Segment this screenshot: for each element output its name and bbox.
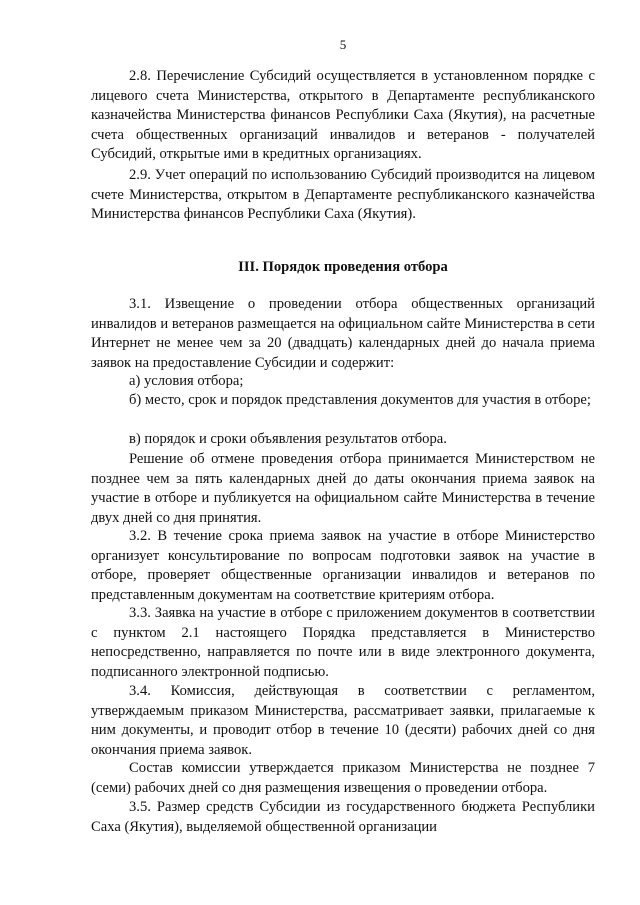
section-heading: III. Порядок проведения отбора [238, 259, 448, 275]
paragraph-3-1: 3.1. Извещение о проведении отбора общественных организаций инвалидов и ветеранов размещается на официальном сайте Министерства в сети Интернет не менее чем за 20 (двадцать) календарных дней до начала приема заявок на предоставление Субсидии и содержит: [91, 296, 595, 371]
page-number: 5 [339, 37, 347, 52]
list-item-v: в) порядок и сроки объявления результатов отбора. [129, 431, 447, 447]
paragraph-3-4: 3.4. Комиссия, действующая в соответствии с регламентом, утверждаемым приказом Министерства, рассматривает заявки, прилагаемые к ним документы, и проводит отбор в течение 10 (десяти) рабочих дней со дня окончания приема заявок. [91, 683, 595, 758]
paragraph-3-2: 3.2. В течение срока приема заявок на участие в отборе Министерство организует консультирование по вопросам подготовки заявок на участие в отборе, проверяет общественные организации инвалидов и ветеранов по представленным документам на соответствие критериям отбора. [91, 528, 595, 603]
list-item-b: б) место, срок и порядок представления документов для участия в отборе; [129, 392, 591, 408]
paragraph-cancel-decision: Решение об отмене проведения отбора принимается Министерством не позднее чем за пять календарных дней до даты окончания приема заявок на участие в отборе и публикуется на официальном сайте Министерства в течение двух дней со дня принятия. [91, 451, 595, 526]
paragraph-3-3: 3.3. Заявка на участие в отборе с приложением документов в соответствии с пунктом 2.1 настоящего Порядка представляется в Министерство непосредственно, направляется по почте или в виде электронного документа, подписанного электронной подписью. [91, 605, 595, 680]
paragraph-3-5: 3.5. Размер средств Субсидии из государственного бюджета Республики Саха (Якутия), выделяемой общественной организации [91, 799, 595, 835]
paragraph-2-9: 2.9. Учет операций по использованию Субсидий производится на лицевом счете Министерства, открытом в Департаменте республиканского казначейства Министерства финансов Республики Саха (Якутия). [91, 167, 595, 223]
paragraph-2-8: 2.8. Перечисление Субсидий осуществляется в установленном порядке с лицевого счета Министерства, открытого в Департаменте республиканского казначейства Министерства финансов Республики Саха (Якутия), на расчетные счета общественных организаций инвалидов и ветеранов - получателей Субсидий, открытые ими в кредитных организациях. [91, 68, 595, 163]
list-item-a: а) условия отбора; [129, 373, 244, 389]
paragraph-commission: Состав комиссии утверждается приказом Министерства не позднее 7 (семи) рабочих дней со дня размещения извещения о проведении отбора. [91, 760, 595, 796]
